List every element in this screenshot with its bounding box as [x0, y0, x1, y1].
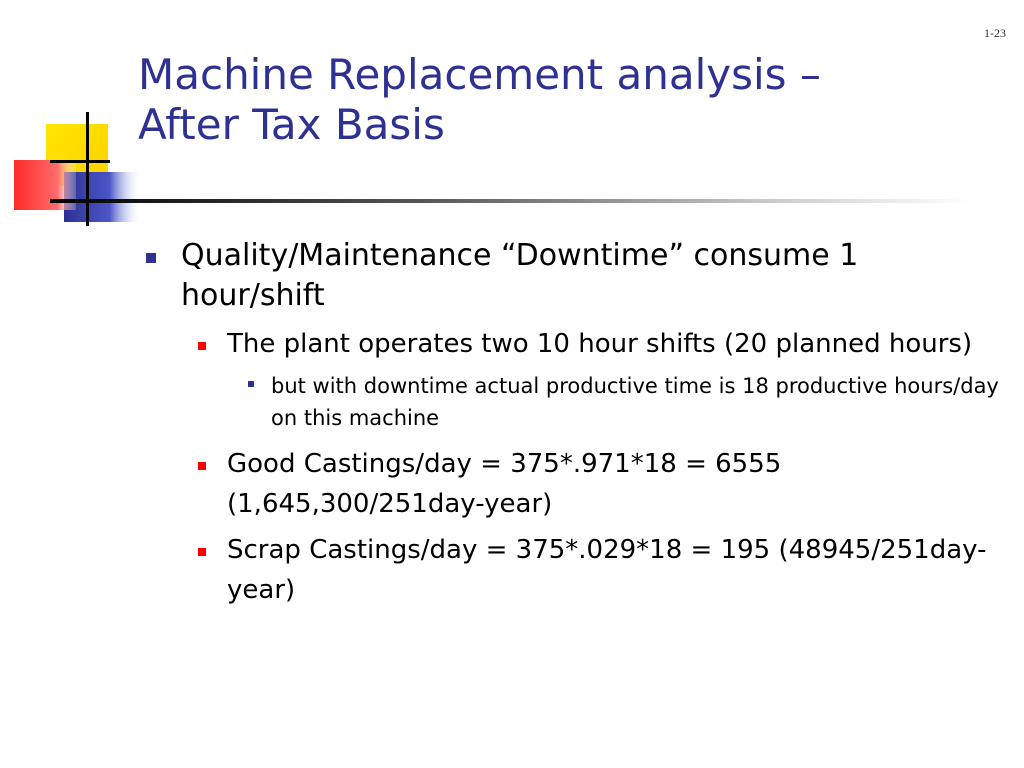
slide-title [138, 50, 998, 150]
deco-blue-square [64, 172, 140, 222]
slide-number: 1-23 [984, 26, 1006, 40]
bullet-item [140, 530, 1000, 610]
square-bullet-icon [198, 342, 206, 350]
bullet-text: The plant operates two 10 hour shifts (20 planned hours) [227, 329, 973, 359]
bullet-item [140, 370, 1000, 434]
bullet-item [140, 324, 1000, 364]
slide-title-line-2: After Tax Basis [138, 100, 445, 149]
bullet-text: Good Castings/day = 375*.971*18 = 6555 (1,645,300/251day-year) [227, 449, 782, 519]
bullet-list [140, 236, 1000, 616]
decorative-squares-graphic [0, 0, 150, 240]
square-bullet-icon [198, 548, 206, 556]
deco-vertical-line [86, 112, 89, 226]
bullet-item [140, 444, 1000, 524]
square-bullet-icon [198, 462, 206, 470]
slide-title-line-1: Machine Replacement analysis – [138, 50, 821, 99]
deco-yellow-square [46, 124, 108, 186]
square-bullet-icon [146, 253, 156, 263]
bullet-item [140, 236, 1000, 316]
square-bullet-icon [248, 381, 254, 387]
bullet-text: but with downtime actual productive time is 18 productive hours/day on this machine [271, 374, 999, 430]
deco-horizontal-line [50, 160, 110, 163]
title-divider [50, 199, 970, 203]
bullet-text: Quality/Maintenance “Downtime” consume 1 hour/shift [181, 238, 859, 313]
bullet-text: Scrap Castings/day = 375*.029*18 = 195 (48945/251day-year) [227, 535, 987, 605]
